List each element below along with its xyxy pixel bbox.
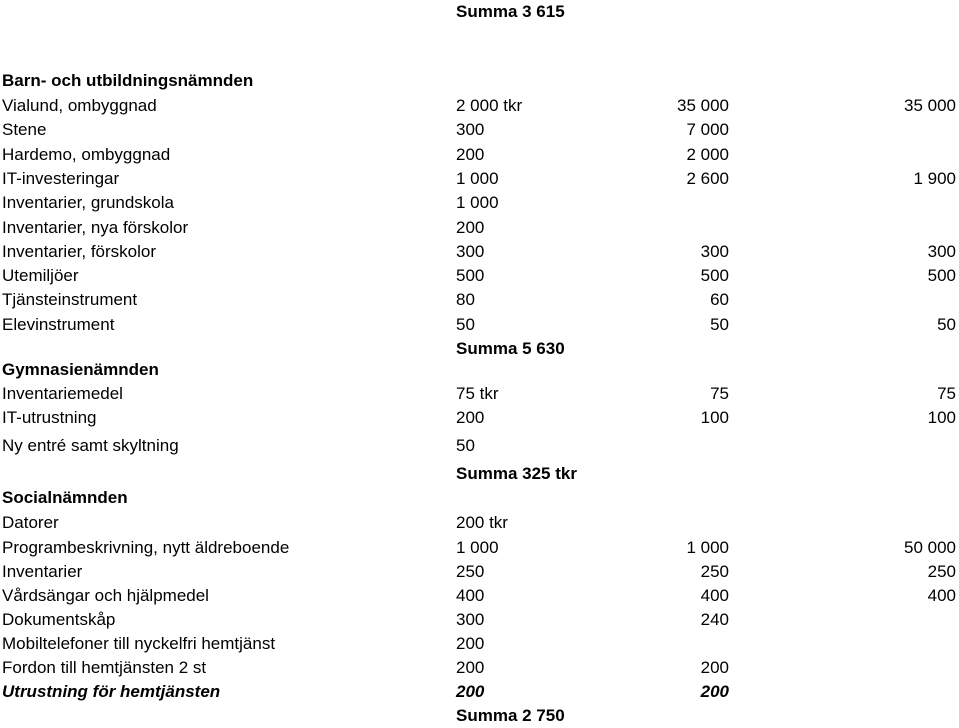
row-label: Vialund, ombyggnad bbox=[2, 96, 157, 115]
row-value-year3: 300 bbox=[927, 242, 956, 261]
row-value-year3: 400 bbox=[927, 586, 956, 605]
row-value-year2: 200 bbox=[700, 658, 729, 677]
row-value-year2: 60 bbox=[710, 290, 729, 309]
row-label: Inventarier, grundskola bbox=[2, 193, 174, 212]
table-row bbox=[0, 584, 959, 608]
table-row bbox=[0, 632, 959, 656]
row-value-year3: 50 bbox=[937, 315, 956, 334]
row-label: Mobiltelefoner till nyckelfri hemtjänst bbox=[2, 634, 276, 653]
row-label: Fordon till hemtjänsten 2 st bbox=[2, 658, 207, 677]
row-label: Stene bbox=[2, 120, 47, 139]
table-row bbox=[0, 434, 959, 458]
row-value-year1: 300 bbox=[456, 120, 485, 139]
table-row bbox=[0, 143, 959, 167]
row-value-year3: 35 000 bbox=[904, 96, 956, 115]
row-label: Dokumentskåp bbox=[2, 610, 116, 629]
top-sum-line bbox=[0, 0, 959, 24]
row-value-year1: 1 000 bbox=[456, 169, 499, 188]
row-label: Datorer bbox=[2, 513, 59, 532]
row-value-year1: 200 bbox=[456, 145, 485, 164]
row-label: Elevinstrument bbox=[2, 315, 115, 334]
row-value-year2: 500 bbox=[700, 266, 729, 285]
row-value-year3: 75 bbox=[937, 384, 956, 403]
table-row bbox=[0, 216, 959, 240]
row-value-year1: 250 bbox=[456, 562, 485, 581]
row-value-year1: 300 bbox=[456, 242, 485, 261]
row-value-year1: 200 bbox=[456, 218, 485, 237]
table-row bbox=[0, 560, 959, 584]
row-value-year2: 50 bbox=[710, 315, 729, 334]
row-value-year2: 400 bbox=[700, 586, 729, 605]
row-value-year1: 300 bbox=[456, 610, 485, 629]
row-value-year3: 100 bbox=[927, 408, 956, 427]
section-sum-line bbox=[0, 462, 959, 486]
row-value-year2: 1 000 bbox=[686, 538, 729, 557]
row-value-year2: 250 bbox=[700, 562, 729, 581]
row-value-year1: 80 bbox=[456, 290, 475, 309]
row-label: Inventariemedel bbox=[2, 384, 123, 403]
row-value-year2: 2 000 bbox=[686, 145, 729, 164]
row-value-year3: 50 000 bbox=[904, 538, 956, 557]
row-value-year1: 50 bbox=[456, 315, 475, 334]
table-row bbox=[0, 191, 959, 215]
section-heading-line bbox=[0, 486, 959, 510]
section-sum: Summa 3 615 bbox=[456, 2, 565, 21]
table-row bbox=[0, 240, 959, 264]
row-value-year1: 1 000 bbox=[456, 538, 499, 557]
row-value-year3: 1 900 bbox=[913, 169, 956, 188]
row-label: Utrustning för hemtjänsten bbox=[2, 682, 221, 701]
table-row bbox=[0, 313, 959, 337]
row-value-year1: 75 tkr bbox=[456, 384, 499, 403]
row-value-year1: 2 000 tkr bbox=[456, 96, 523, 115]
row-value-year2: 100 bbox=[700, 408, 729, 427]
row-value-year1: 1 000 bbox=[456, 193, 499, 212]
table-row bbox=[0, 608, 959, 632]
row-label: Inventarier bbox=[2, 562, 83, 581]
row-value-year2: 2 600 bbox=[686, 169, 729, 188]
row-label: IT-utrustning bbox=[2, 408, 97, 427]
row-label: IT-investeringar bbox=[2, 169, 120, 188]
table-row bbox=[0, 382, 959, 406]
section-sum: Summa 2 750 bbox=[456, 706, 565, 725]
section-heading: Gymnasienämnden bbox=[2, 360, 159, 379]
row-label: Vårdsängar och hjälpmedel bbox=[2, 586, 209, 605]
row-value-year1: 200 bbox=[456, 658, 485, 677]
section-heading-line bbox=[0, 358, 959, 382]
section-heading: Barn- och utbildningsnämnden bbox=[2, 71, 254, 90]
row-value-year1: 200 bbox=[456, 682, 485, 701]
row-value-year2: 35 000 bbox=[677, 96, 729, 115]
row-value-year1: 50 bbox=[456, 436, 475, 455]
table-row bbox=[0, 680, 959, 704]
row-label: Utemiljöer bbox=[2, 266, 79, 285]
row-value-year1: 500 bbox=[456, 266, 485, 285]
table-row bbox=[0, 94, 959, 118]
row-value-year1: 200 bbox=[456, 408, 485, 427]
row-value-year2: 300 bbox=[700, 242, 729, 261]
table-row bbox=[0, 264, 959, 288]
row-value-year1: 200 tkr bbox=[456, 513, 508, 532]
section-sum: Summa 5 630 bbox=[456, 339, 565, 358]
row-value-year1: 200 bbox=[456, 634, 485, 653]
table-row bbox=[0, 536, 959, 560]
section-sum-line bbox=[0, 704, 959, 728]
table-row bbox=[0, 118, 959, 142]
section-heading: Socialnämnden bbox=[2, 488, 128, 507]
table-row bbox=[0, 656, 959, 680]
row-label: Inventarier, nya förskolor bbox=[2, 218, 189, 237]
row-value-year3: 500 bbox=[927, 266, 956, 285]
row-value-year3: 250 bbox=[927, 562, 956, 581]
row-label: Tjänsteinstrument bbox=[2, 290, 138, 309]
section-sum: Summa 325 tkr bbox=[456, 464, 577, 483]
row-value-year2: 200 bbox=[700, 682, 729, 701]
table-row bbox=[0, 167, 959, 191]
section-heading-line bbox=[0, 69, 959, 93]
row-label: Hardemo, ombyggnad bbox=[2, 145, 171, 164]
table-row bbox=[0, 288, 959, 312]
table-row bbox=[0, 511, 959, 535]
row-value-year1: 400 bbox=[456, 586, 485, 605]
row-label: Programbeskrivning, nytt äldreboende bbox=[2, 538, 290, 557]
row-label: Inventarier, förskolor bbox=[2, 242, 157, 261]
row-label: Ny entré samt skyltning bbox=[2, 436, 179, 455]
table-row bbox=[0, 406, 959, 430]
row-value-year2: 240 bbox=[700, 610, 729, 629]
row-value-year2: 75 bbox=[710, 384, 729, 403]
row-value-year2: 7 000 bbox=[686, 120, 729, 139]
